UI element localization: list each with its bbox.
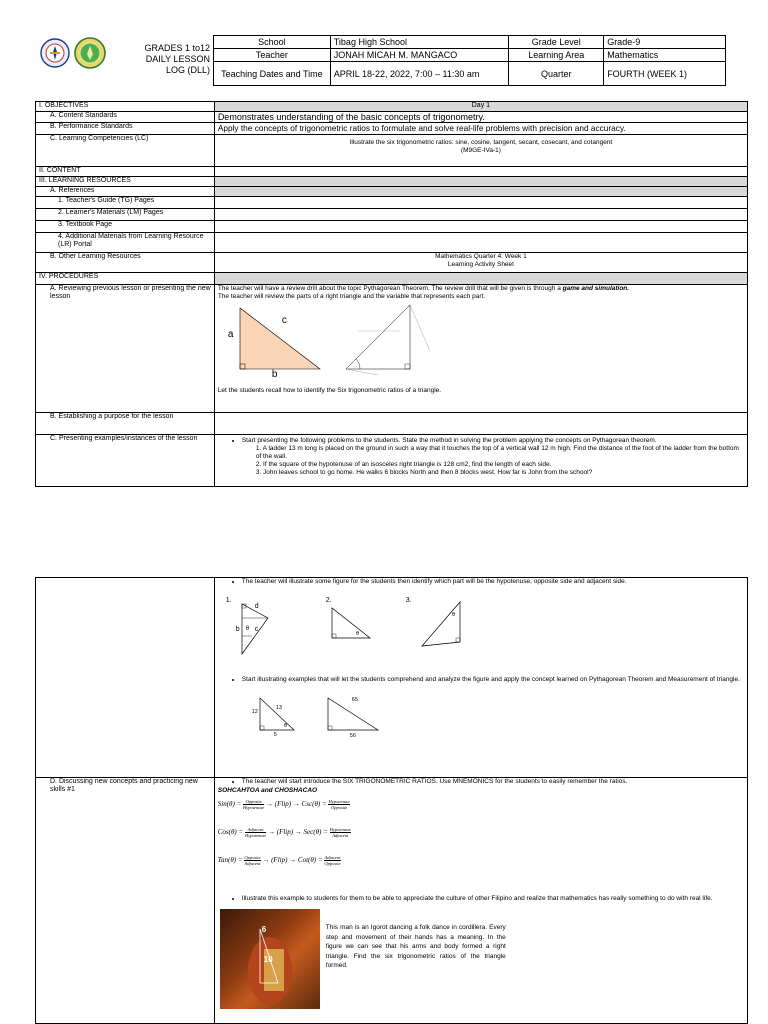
igorot-story: This man is an Igorot dancing a folk dance in cordillera. Every step and movement of their hands has a meaning. In the figure we can see that his arms and body formed a right triangle. Find the six trigonometric ratios of the triangle formed.	[325, 924, 506, 969]
figure-1-theta: θ	[245, 626, 250, 632]
dll-continuation-table	[35, 577, 748, 1024]
purpose-label: B. Establishing a purpose for the lesson	[36, 413, 215, 435]
triangle-side-b: b	[271, 369, 278, 380]
illustrate-examples-bullet: • Start illustrating examples that will let the students comprehend and analyze the figure and apply the concept learned on Pythagorean Theorem and Measurement of triangle.	[242, 676, 744, 684]
example-2-hyp: 65	[351, 697, 358, 703]
continuation-cell	[214, 578, 747, 778]
formula-block	[218, 799, 744, 883]
dll-main-table	[35, 101, 748, 487]
objectives-heading: I. OBJECTIVES	[36, 102, 215, 112]
figure-2-triangle	[326, 604, 376, 644]
examples-cell	[214, 435, 747, 487]
tg-pages-label: 1. Teacher's Guide (TG) Pages	[36, 197, 215, 209]
competencies-label: C. Learning Competencies (LC)	[36, 135, 215, 167]
examples-label: C. Presenting examples/instances of the lesson	[36, 435, 215, 487]
igorot-dancer-photo	[220, 909, 320, 1009]
other-resource-line-1: Mathematics Quarter 4: Week 1	[435, 253, 527, 260]
problem-2: 2. If the square of the hypotenuse of an isosceles right triangle is 128 cm2, find the length of each side.	[255, 461, 552, 468]
dates-label: Teaching Dates and Time	[214, 62, 331, 86]
svg-text:θ: θ	[283, 723, 287, 729]
other-resource-line-2: Learning Activity Sheet	[447, 261, 514, 268]
photo-label-10: 10	[263, 955, 273, 964]
figure-1-label-c: c	[254, 626, 259, 633]
review-text-2: The teacher will review the parts of a right triangle and the variable that represents each part.	[217, 293, 486, 300]
figure-number-2: 2.	[325, 597, 332, 604]
example-1-hyp: 13	[275, 705, 282, 711]
references-label: A. References	[36, 187, 215, 197]
textbook-page-label: 3. Textbook Page	[36, 221, 215, 233]
competency-code: (M9GE-IVa-1)	[460, 147, 501, 154]
day-heading: Day 1	[214, 102, 747, 112]
six-ratios-bullet: • The teacher will start introduce the SIX TRIGONOMETRIC RATIOS. Use MNEMONICS for the students to easily remember the ratios.	[242, 778, 744, 786]
sin-csc-formula: Sin(θ) = $\frac{\text{Opposite}}{\text{Hypotenuse}}$ → (Flip) → Csc(θ) = $\frac{\text{Hypotenuse}}{\text{Opposite}}$	[217, 799, 350, 810]
example-1-triangle	[251, 696, 304, 736]
figure-1-label-d: d	[254, 603, 259, 610]
quarter-label: Quarter	[509, 62, 604, 86]
review-cell	[214, 285, 747, 413]
tan-cot-formula: Tan(θ) = $\frac{\text{Opposite}}{\text{Adjacent}}$ → (Flip) → Cot(θ) = $\frac{\text{Adjacent}}{\text{Opposite}}$	[217, 855, 341, 866]
other-resources-label: B. Other Learning Resources	[36, 253, 215, 273]
grade-level-label: Grade Level	[509, 36, 604, 49]
school-label: School	[214, 36, 331, 49]
discussing-cell	[214, 778, 747, 1024]
deped-seal	[40, 38, 70, 68]
dates-value: APRIL 18-22, 2022, 7:00 – 11:30 am	[330, 62, 509, 86]
learning-area-value: Mathematics	[604, 49, 726, 62]
right-triangle-figure	[218, 303, 744, 379]
lm-pages-label: 2. Learner's Materials (LM) Pages	[36, 209, 215, 221]
example-2-base: 56	[349, 733, 356, 739]
cos-sec-formula: Cos(θ) = $\frac{\text{Adjacent}}{\text{Hypotenuse}}$ → (Flip) → Sec(θ) = $\frac{\text{Hypotenuse}}{\text{Adjacent}}$	[217, 827, 351, 838]
discussing-label: D. Discussing new concepts and practicing new skills #1	[36, 778, 215, 1024]
review-text-1: The teacher will have a review drill about the topic Pythagorean Theorem. The review drill that will be given is through a game and simulation.	[217, 285, 630, 292]
content-standards-value: Demonstrates understanding of the basic concepts of trigonometry.	[214, 112, 747, 123]
examples-bullet: • Start presenting the following problems to the students. State the method in solving the problem applying the concepts on Pythagorean theorem.	[242, 437, 744, 445]
photo-label-6: 6	[261, 925, 267, 934]
procedures-heading: IV. PROCEDURES	[36, 273, 215, 285]
competencies-value	[214, 135, 747, 167]
performance-standards-value: Apply the concepts of trigonometric ratios to formulate and solve real-life problems with precision and accuracy.	[214, 123, 747, 135]
teacher-value: JONAH MICAH M. MANGACO	[330, 49, 509, 62]
mnemonic-heading: SOHCAHTOA and CHOSHACAO	[217, 787, 318, 794]
figure-1-label-b: b	[235, 626, 240, 633]
review-text-3: Let the students recall how to identify the Six trigonometric ratios of a triangle.	[217, 387, 442, 394]
svg-text:θ: θ	[451, 612, 455, 618]
grade-level-value: Grade-9	[604, 36, 726, 49]
content-standards-label: A. Content Standards	[36, 112, 215, 123]
igorot-example	[218, 909, 744, 1011]
header-info-table	[213, 35, 726, 86]
school-value: Tibag High School	[330, 36, 509, 49]
illustrate-figure-bullet: • The teacher will illustrate some figure for the students then identify which part will be the hypotenuse, opposite side and adjacent side.	[242, 578, 744, 586]
content-heading: II. CONTENT	[36, 167, 215, 177]
figure-number-3: 3.	[405, 597, 412, 604]
performance-standards-label: B. Performance Standards	[36, 123, 215, 135]
example-1-base: 5	[273, 732, 277, 738]
triangle-side-c: c	[281, 315, 287, 326]
dll-title: GRADES 1 to12 DAILY LESSON LOG (DLL)	[144, 43, 210, 75]
problem-3: 3. John leaves school to go home. He walks 6 blocks North and then 8 blocks west. How far is John from the school?	[255, 469, 593, 476]
resources-heading: III. LEARNING RESOURCES	[36, 177, 215, 187]
competency-text: Illustrate the six trigonometric ratios: sine, cosine, tangent, secant, cosecant, and cotangent	[349, 139, 613, 146]
example-triangles	[218, 692, 744, 742]
svg-text:θ: θ	[355, 631, 359, 637]
school-seal	[74, 37, 106, 69]
review-label: A. Reviewing previous lesson or presenting the new lesson	[36, 285, 215, 413]
culture-bullet: • Illustrate this example to students for them to be able to appreciate the culture of other Filipino and realize that mathematics has really something to do with real life.	[242, 895, 744, 903]
triangle-figures	[218, 596, 744, 666]
learning-area-label: Learning Area	[509, 49, 604, 62]
figure-3-triangle	[416, 598, 466, 650]
teacher-label: Teacher	[214, 49, 331, 62]
other-resources-value	[214, 253, 747, 273]
figure-number-1: 1.	[225, 597, 232, 604]
example-1-side: 12	[251, 709, 258, 715]
labeled-triangle-sketch	[338, 301, 438, 381]
lr-portal-label: 4. Additional Materials from Learning Resource (LR) Portal	[36, 233, 215, 253]
triangle-side-a: a	[227, 329, 234, 340]
quarter-value: FOURTH (WEEK 1)	[604, 62, 726, 86]
problem-1: 1. A ladder 13 m long is placed on the ground in such a way that it touches the top of a vertical wall 12 m high. Find the distance of the foot of the ladder from the bottom of the wall.	[255, 445, 739, 460]
